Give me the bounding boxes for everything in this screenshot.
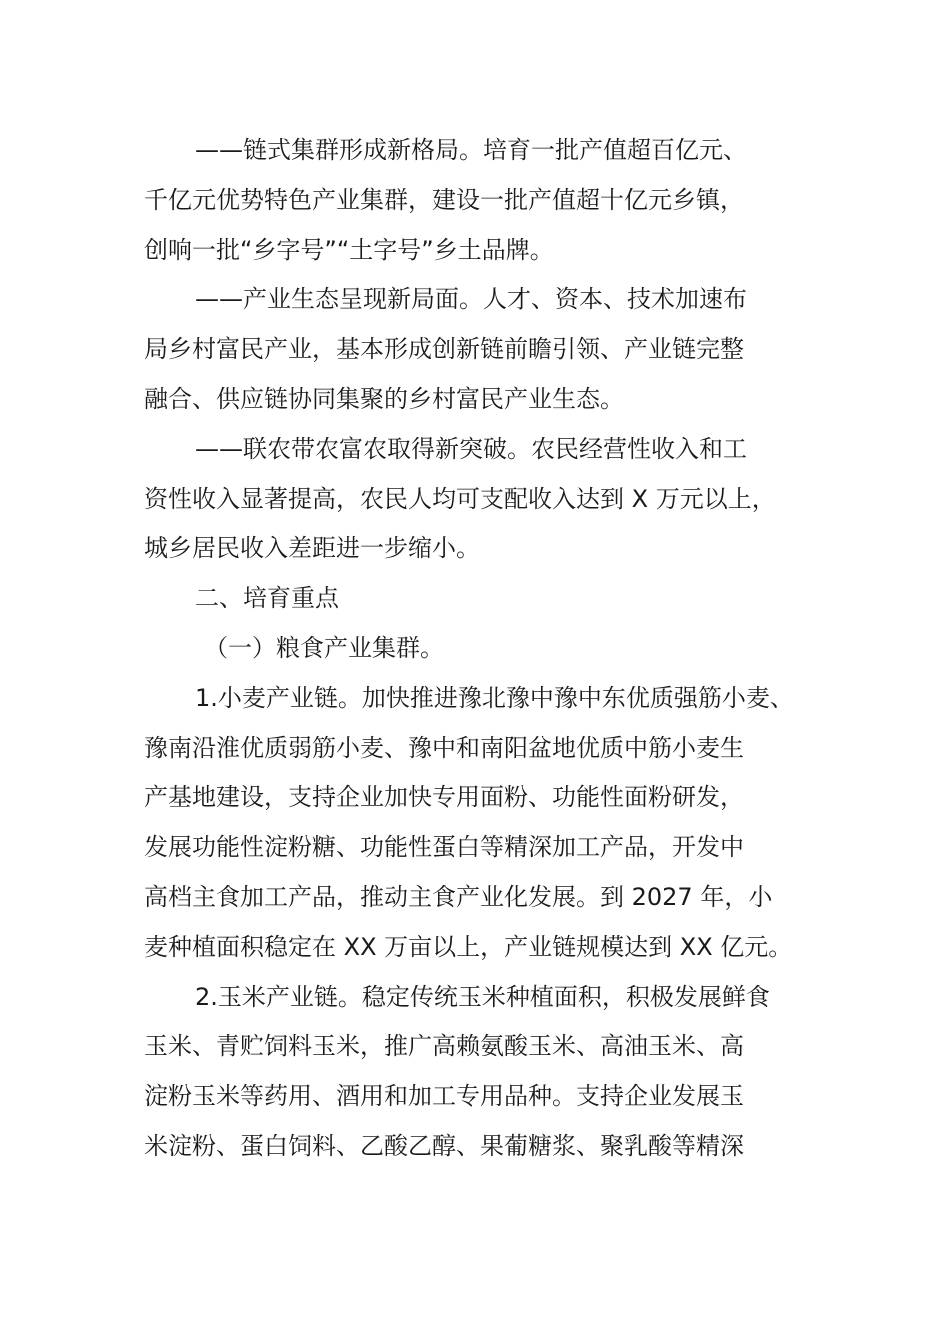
- paragraph-line: 融合、供应链协同集聚的乡村富民产业生态。: [144, 384, 624, 413]
- subsection-heading: （一）粮食产业集群。: [204, 633, 444, 662]
- paragraph-line: 2.玉米产业链。稳定传统玉米种植面积，积极发展鲜食: [195, 982, 770, 1011]
- paragraph-line: 玉米、青贮饲料玉米，推广高赖氨酸玉米、高油玉米、高: [144, 1032, 744, 1061]
- paragraph-line: 麦种植面积稳定在 XX 万亩以上，产业链规模达到 XX 亿元。: [144, 932, 793, 961]
- paragraph-line: 创响一批“乡字号”“土字号”乡土品牌。: [144, 235, 554, 264]
- paragraph-line: 千亿元优势特色产业集群，建设一批产值超十亿元乡镇，: [144, 185, 744, 214]
- paragraph-line: 资性收入显著提高，农民人均可支配收入达到 X 万元以上，: [144, 484, 776, 513]
- paragraph-line: 米淀粉、蛋白饲料、乙酸乙醇、果葡糖浆、聚乳酸等精深: [144, 1131, 744, 1160]
- paragraph-line: 1.小麦产业链。加快推进豫北豫中豫中东优质强筋小麦、: [195, 683, 794, 712]
- paragraph-line: 高档主食加工产品，推动主食产业化发展。到 2027 年，小: [144, 882, 773, 911]
- paragraph-line: 产基地建设，支持企业加快专用面粉、功能性面粉研发，: [144, 783, 744, 812]
- paragraph-line: ——产业生态呈现新局面。人才、资本、技术加速布: [195, 285, 747, 314]
- document-body: [144, 126, 834, 1172]
- paragraph-line: 发展功能性淀粉糖、功能性蛋白等精深加工产品，开发中: [144, 833, 744, 862]
- section-heading: 二、培育重点: [195, 584, 339, 613]
- paragraph-line: 豫南沿淮优质弱筋小麦、豫中和南阳盆地优质中筋小麦生: [144, 733, 744, 762]
- paragraph-line: 淀粉玉米等药用、酒用和加工专用品种。支持企业发展玉: [144, 1082, 744, 1111]
- paragraph-line: ——联农带农富农取得新突破。农民经营性收入和工: [195, 434, 747, 463]
- paragraph-line: 局乡村富民产业，基本形成创新链前瞻引领、产业链完整: [144, 335, 744, 364]
- paragraph-line: ——链式集群形成新格局。培育一批产值超百亿元、: [195, 136, 747, 164]
- paragraph-line: 城乡居民收入差距进一步缩小。: [144, 534, 480, 563]
